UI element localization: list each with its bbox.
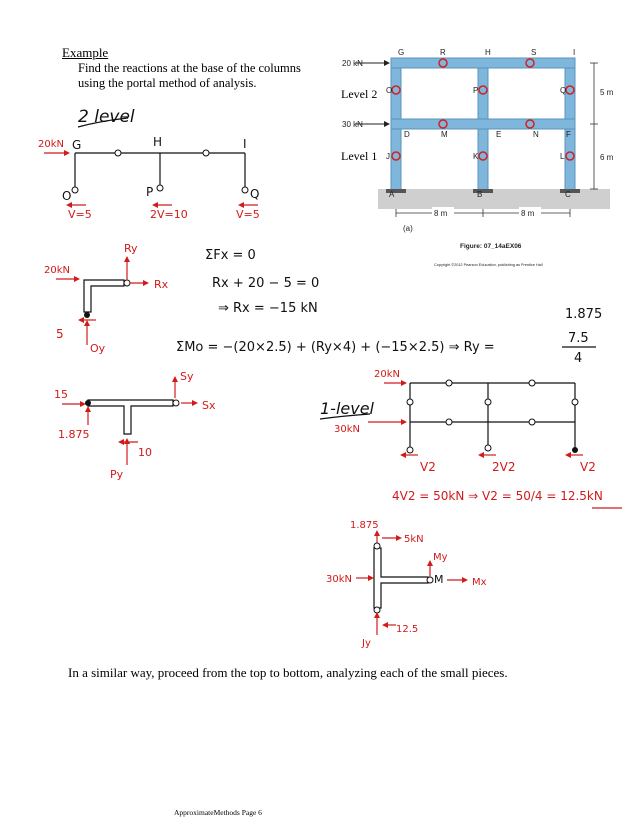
node-m: M [441,130,448,139]
level1-shear-3: V2 [580,460,596,474]
node-j: J [386,152,390,161]
example-heading: Example [62,45,109,60]
fbd2-shear: 10 [138,446,152,459]
fbd3-top-h: 5kN [404,534,424,545]
fbd2-left: 15 [54,388,68,401]
closing-text: In a similar way, proceed from the top to bottom, analyzing each of the small pieces. [68,665,508,680]
level2-hinge-1 [115,150,121,156]
node-k: K [473,152,479,161]
fbd3-mx: Mx [472,577,487,588]
fbd3-jy: Jy [362,638,371,649]
level2-sketch [38,107,260,221]
level1-hinge-j [407,447,413,453]
node-c: C [565,190,571,199]
node-f: F [566,130,571,139]
beam-middle [391,119,575,129]
level1-load20: 20kN [374,369,400,380]
level2-hinge-o [72,187,78,193]
fbd2-sy-arrowhead [172,376,178,382]
fbd3-shear-arrowhead [382,622,388,628]
fbd1-hinge-r [124,280,130,286]
fbd1-shear-arrowhead [78,317,84,323]
fbd1-member [84,280,124,312]
level1-load30-arrowhead [401,419,407,425]
level2-node-o: O [62,189,72,203]
level1-shear-arrowhead-2 [478,452,484,458]
level2-load-arrowhead [64,150,70,156]
level2-shear-2: 2V=10 [150,208,188,221]
fbd1-sketch [44,242,169,355]
fbd1-ry-arrowhead [124,256,130,262]
fbd1-shear: 5 [56,327,64,341]
level1-load20-arrowhead [401,380,407,386]
fbd3-hinge-top [374,543,380,549]
fbd2-shear-arrowhead [118,439,124,445]
level1-label: Level 1 [341,149,378,163]
fbd2-sketch [54,370,216,481]
level1-hinge-o [407,399,413,405]
figure-copyright: Copyright ©2012 Pearson Education, publishing as Prentice Hall [434,263,543,267]
load-arrowhead-mid [384,121,390,127]
level2-node-g: G [72,138,82,152]
node-a: A [389,190,395,199]
fbd3-my: My [433,552,448,563]
fbd3-member [374,548,428,608]
fbd3-shear: 12.5 [396,624,419,635]
level2-hinge-q [242,187,248,193]
fbd2-left-v: 1.875 [58,428,90,441]
level2-label: Level 2 [341,87,378,101]
fbd1-load-arrowhead [74,276,80,282]
node-b: B [477,190,483,199]
level1-hinge-r [446,380,452,386]
fbd2-hinge-right [173,400,179,406]
fbd1-oy-arrowhead [84,320,90,326]
fbd3-load-arrowhead [368,575,374,581]
node-s: S [531,48,537,57]
fbd1-load: 20kN [44,265,70,276]
page-footer: ApproximateMethods Page 6 [174,808,262,817]
node-d: D [404,130,410,139]
level2-hinge-2 [203,150,209,156]
fbd3-top-v: 1.875 [350,520,379,531]
eq-sum-fx: ΣFx = 0 [205,248,256,263]
level1-shear-arrowhead-1 [400,452,406,458]
fbd3-load: 30kN [326,574,352,585]
eq-ry-numerator: 7.5 [568,331,589,346]
level2-node-p: P [146,185,154,199]
level2-hinge-p [157,185,163,191]
eq-ry-denominator: 4 [574,351,583,366]
instruction-line-1: Find the reactions at the base of the columns [78,61,301,75]
fbd2-sx-arrowhead [192,400,198,406]
node-l: L [560,152,565,161]
level1-hinge-m [446,419,452,425]
level1-equation: 4V2 = 50kN ⇒ V2 = 50/4 = 12.5kN [392,489,603,503]
fbd2-hinge-left [85,400,91,406]
level1-hinge-s [529,380,535,386]
height-lower-label: 6 m [600,153,614,162]
level1-hinge-k [485,445,491,451]
level2-node-i: I [243,137,247,151]
node-g: G [398,48,405,57]
fbd3-sketch [326,520,487,649]
level2-shear-1: V=5 [68,208,92,221]
node-e: E [496,130,502,139]
frame-figure [342,48,614,267]
fbd1-rx-arrowhead [143,280,149,286]
node-q: Q [560,86,567,95]
level1-sketch [320,369,622,508]
figure-sub-label: (a) [403,224,413,233]
height-upper-label: 5 m [600,88,614,97]
instruction-line-2: using the portal method of analysis. [78,76,257,90]
span-left-label: 8 m [434,209,448,218]
level1-shear-1: V2 [420,460,436,474]
beam-top [391,58,575,68]
fbd1-oy: Oy [90,342,106,355]
level2-load-label: 20kN [38,139,64,150]
fbd2-member [88,400,173,434]
node-i: I [573,48,576,57]
level2-title: 2 level [78,107,135,127]
node-h: H [485,48,491,57]
node-p: P [473,86,479,95]
fbd3-top-h-arrowhead [396,535,402,541]
fbd3-m: M [434,573,444,586]
load-mid-label: 30 kN [342,120,363,129]
node-o: O [386,86,393,95]
figure-caption: Figure: 07_14aEX06 [460,243,522,250]
level1-title: 1-level [320,399,374,418]
load-top-label: 20 kN [342,59,363,68]
fbd2-left-v-arrowhead [85,406,91,412]
eq-moment: ΣMo = −(20×2.5) + (Ry×4) + (−15×2.5) ⇒ Ry = [176,340,495,355]
level2-node-h: H [153,135,163,149]
eq-ry-value: 1.875 [565,307,603,322]
span-right-label: 8 m [521,209,535,218]
fbd1-ry: Ry [124,242,138,255]
fbd1-rx: Rx [154,278,169,291]
level1-load30: 30kN [334,424,360,435]
node-n: N [533,130,539,139]
load-arrowhead-top [384,60,390,66]
fbd2-py-arrowhead [124,438,130,444]
eq-rx-result: ⇒ Rx = −15 kN [218,301,318,316]
fbd2-sx: Sx [202,399,216,412]
fbd1-hinge-o [84,312,90,318]
level2-shear-3: V=5 [236,208,260,221]
node-r: R [440,48,446,57]
level1-hinge-p [485,399,491,405]
level1-hinge-l [572,447,578,453]
level1-hinge-q [572,399,578,405]
fbd3-jy-arrowhead [374,612,380,618]
level1-hinge-n [529,419,535,425]
fbd2-left-arrowhead [80,401,86,407]
fbd3-mx-arrowhead [462,577,468,583]
level1-shear-arrowhead-3 [565,452,571,458]
base-b [473,189,493,193]
eq-rx-balance: Rx + 20 − 5 = 0 [212,276,320,291]
fbd3-hinge-m [427,577,433,583]
level1-shear-2: 2V2 [492,460,516,474]
level2-node-q: Q [250,187,260,201]
fbd2-py: Py [110,468,124,481]
fbd2-sy: Sy [180,370,194,383]
